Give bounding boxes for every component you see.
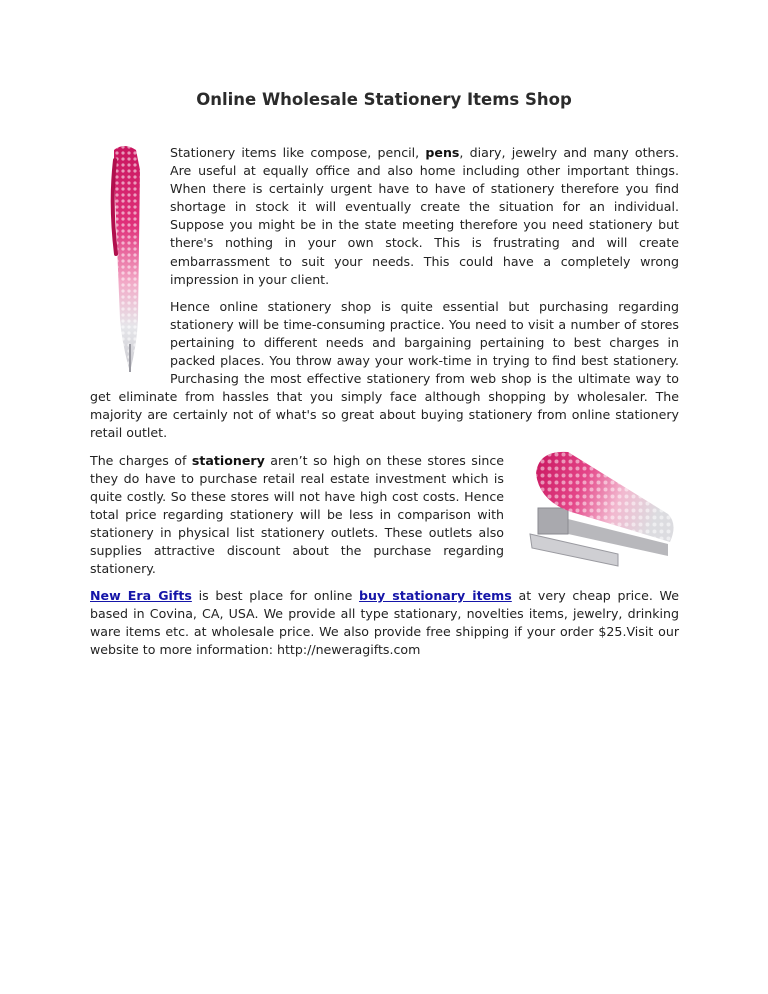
stapler-illustration — [518, 444, 683, 579]
article-body — [90, 144, 679, 669]
paragraph-2: Hence online stationery shop is quite essential but purchasing regarding stationery will be time-consuming practice. You need to visit a number of stores pertaining to different needs and bargaining pertaining to best charges in packed places. You throw away your work-time in trying to find best stationery. Purchasing the most effective stationery from web shop is the ultimate way to get eliminate from hassles that you simply face although shopping by wholesaler. The majority are certainly not of what's so great about buying stationery from online stationery retail outlet. — [90, 298, 679, 441]
keyword-pens: pens — [425, 145, 460, 160]
paragraph-3: The charges of stationery aren’t so high on these stores since they do have to purchase retail real estate investment which is quite costly. So these stores will not have high cost costs. Hence total price regarding stationery will be less in comparison with stationery in physical list stationery outlets. These outlets also supplies attractive discount about the purchase regarding stationery. — [90, 452, 504, 577]
new-era-gifts-link[interactable]: New Era Gifts — [90, 588, 192, 604]
crystal-pen-image — [90, 144, 170, 374]
keyword-stationery: stationery — [191, 452, 265, 468]
paragraph-1: Stationery items like compose, pencil, pens, diary, jewelry and many others. Are useful at equally office and also home including other important things. When there is certainly urgent have to have of stationery therefore you find shortage in stock it will eventually create the situation for an individual. Suppose you might be in the state meeting therefore you need stationery but there's nothing in your own stock. This is frustrating and will create embarrassment to suit your needs. This could have a completely wrong impression in your client. — [170, 145, 679, 287]
buy-stationary-items-link[interactable]: buy stationary items — [359, 588, 512, 604]
crystal-stapler-image — [518, 444, 683, 579]
page-title: Online Wholesale Stationery Items Shop — [196, 90, 572, 109]
pen-illustration — [90, 144, 170, 374]
paragraph-4: New Era Gifts is best place for online buy stationary items at very cheap price. We based in Covina, CA, USA. We provide all type stationary, novelties items, jewelry, drinking ware items etc. at wholesale price. We also provide free shipping if your order $25.Visit our website to more information: http://neweragifts.com — [90, 588, 679, 658]
